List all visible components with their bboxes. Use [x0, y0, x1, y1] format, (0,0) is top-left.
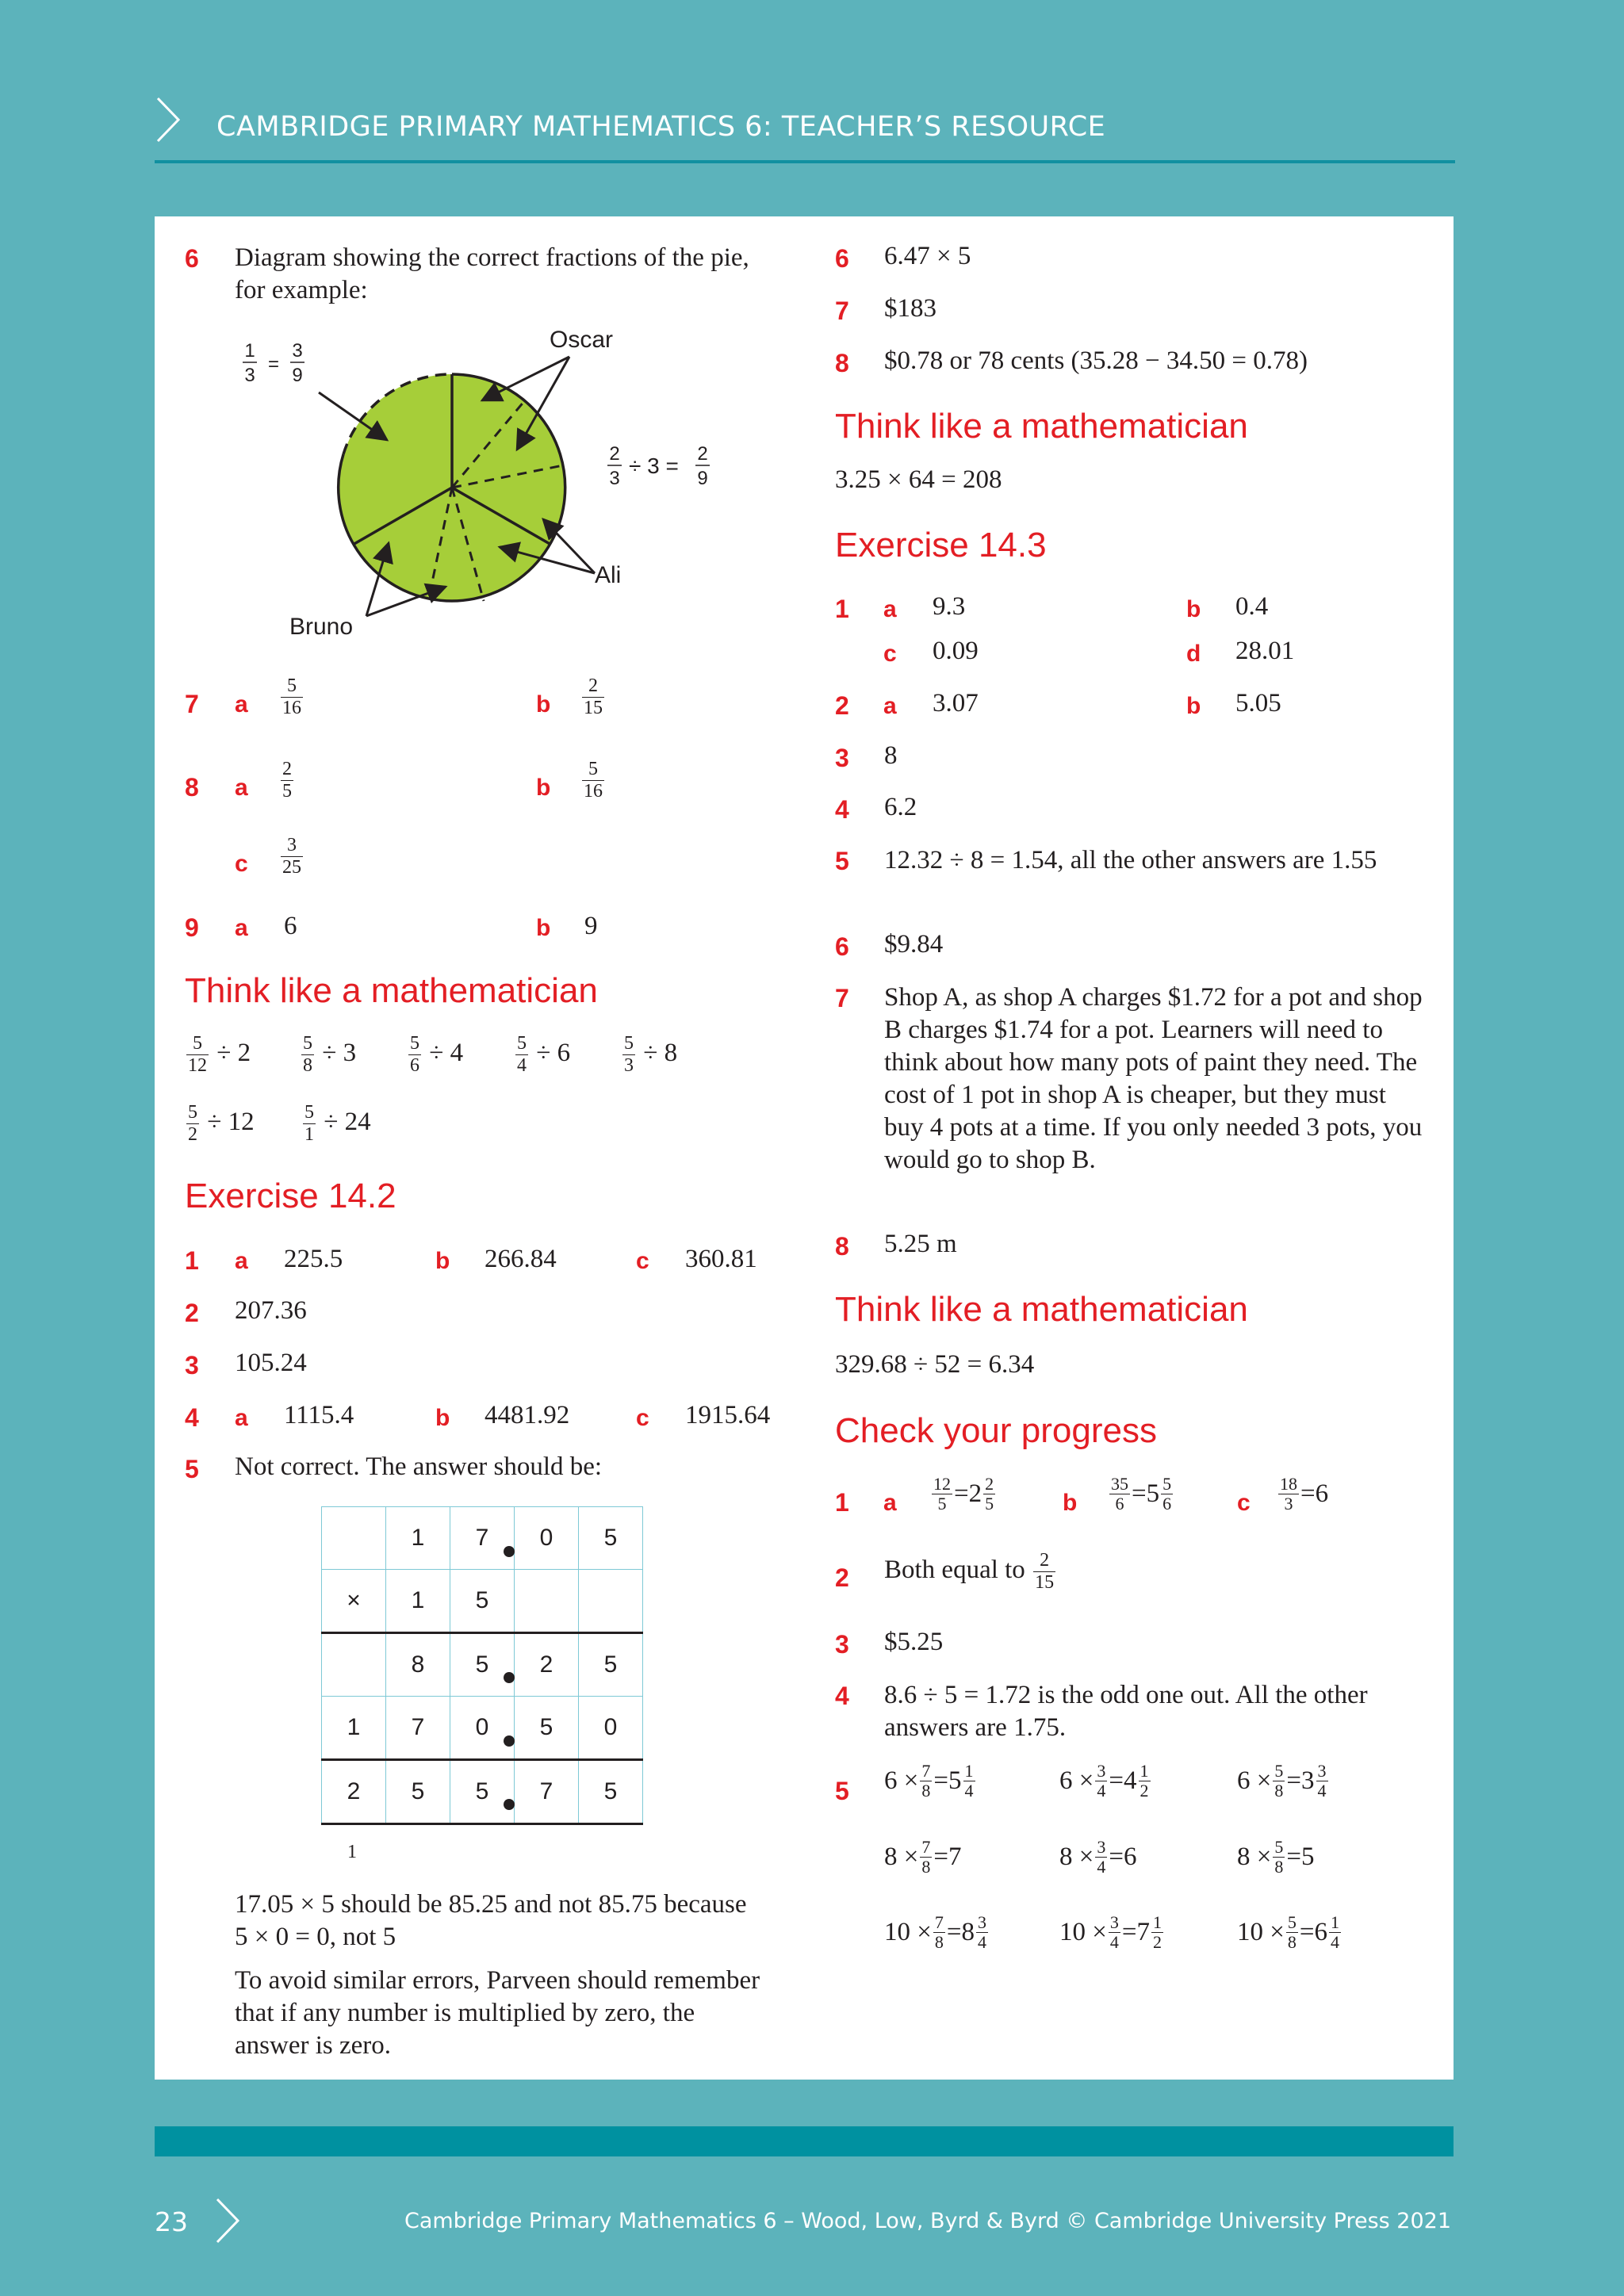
answer-value: 9 [584, 912, 598, 940]
svg-text:÷ 3 =: ÷ 3 = [629, 453, 679, 478]
question-number: 8 [835, 1232, 849, 1261]
part-label: b [1186, 693, 1201, 719]
svg-text:9: 9 [292, 365, 303, 386]
question-number: 6 [835, 932, 849, 961]
answer-value: 5.05 [1235, 689, 1281, 718]
multiplication-result: 6 × $\frac{3}{4}$ = 4 1 2 [1059, 1761, 1149, 1800]
equation-two-thirds [607, 443, 710, 489]
multiplication-result: 6 × $\frac{5}{8}$ = 3 3 4 [1237, 1761, 1327, 1800]
multiplication-result: 10 × $\frac{7}{8}$ = 8 3 4 [884, 1912, 986, 1952]
question-number: 2 [185, 1299, 199, 1327]
question-number: 5 [185, 1455, 199, 1483]
division-expression: $\frac{5}{12}$ ÷ 2 [188, 1033, 251, 1076]
answer-mixed-number: $\frac{12}{5}$ = 2 2 5 [933, 1474, 994, 1513]
answer-value: 3.07 [933, 689, 979, 718]
question-number: 8 [835, 349, 849, 377]
question-number: 6 [835, 244, 849, 273]
page-header [155, 95, 1455, 163]
answer-value: 8.6 ÷ 5 = 1.72 is the odd one out. All the other answers are 1.75. [884, 1681, 1368, 1742]
part-label: a [883, 693, 897, 719]
part-label: a [235, 691, 248, 718]
division-expression: $\frac{5}{4}$ ÷ 6 [517, 1033, 571, 1076]
question-number: 3 [185, 1351, 199, 1380]
part-label: b [536, 691, 551, 718]
multiplication-result: 6 × $\frac{7}{8}$ = 5 1 4 [884, 1761, 974, 1800]
part-label: c [636, 1248, 649, 1274]
question-number: 5 [835, 1777, 849, 1805]
footer-credit: Cambridge Primary Mathematics 6 – Wood, Low, Byrd & Byrd © Cambridge University Press 2021 [404, 2209, 1451, 2233]
part-label: b [435, 1248, 450, 1274]
pie-label-bruno: Bruno [289, 614, 354, 640]
answer-fraction: $\frac{3}{25}$ [282, 835, 301, 878]
question-number: 4 [835, 795, 849, 824]
svg-text:=: = [267, 354, 280, 375]
part-label: c [883, 641, 897, 667]
answer-value: 3.25 × 64 = 208 [835, 465, 1002, 494]
question-number: 4 [185, 1403, 199, 1432]
question-number: 1 [835, 595, 849, 623]
section-heading: Exercise 14.2 [185, 1177, 396, 1215]
part-label: a [235, 1405, 248, 1431]
division-expression: $\frac{5}{1}$ ÷ 24 [304, 1102, 371, 1145]
answer-value: 1915.64 [685, 1401, 771, 1429]
svg-text:3: 3 [292, 340, 303, 362]
part-label: b [536, 915, 551, 941]
answer-value: 28.01 [1235, 637, 1295, 665]
part-label: c [235, 851, 248, 877]
section-heading: Think like a mathematician [185, 971, 598, 1010]
answer-value: $9.84 [884, 930, 944, 959]
part-label: c [636, 1405, 649, 1431]
chevron-right-icon [214, 2196, 246, 2245]
decimal-dot [504, 1735, 515, 1747]
question-number: 6 [185, 244, 199, 273]
question-number: 5 [835, 847, 849, 875]
answer-value: 329.68 ÷ 52 = 6.34 [835, 1350, 1035, 1379]
decimal-dot [504, 1672, 515, 1683]
section-heading: Exercise 14.3 [835, 526, 1047, 564]
answer-value: 8 [884, 741, 898, 770]
part-label: d [1186, 641, 1201, 667]
answer-value: 1115.4 [284, 1401, 354, 1429]
section-heading: Think like a mathematician [835, 407, 1248, 446]
question-number: 9 [185, 913, 199, 942]
part-label: a [235, 1248, 248, 1274]
carry-digit: 1 [347, 1842, 357, 1862]
svg-text:9: 9 [697, 468, 708, 489]
answer-value: $5.25 [884, 1628, 944, 1656]
question-number: 7 [185, 690, 199, 718]
pie-diagram [230, 321, 753, 654]
question-text: Not correct. The answer should be: [235, 1452, 603, 1481]
answer-value: 0.09 [933, 637, 979, 665]
question-number: 4 [835, 1682, 849, 1710]
part-label: c [1237, 1490, 1251, 1516]
decimal-dot [504, 1546, 515, 1557]
answer-value: $183 [884, 294, 936, 323]
equation-one-third [243, 340, 304, 386]
part-label: a [235, 915, 248, 941]
chevron-right-icon [155, 95, 186, 144]
footer-band [155, 2126, 1454, 2156]
part-label: a [883, 1490, 897, 1516]
division-expression: $\frac{5}{2}$ ÷ 12 [188, 1102, 255, 1145]
question-number: 2 [835, 691, 849, 720]
header-title: CAMBRIDGE PRIMARY MATHEMATICS 6: TEACHER’S RESOURCE [216, 111, 1106, 143]
question-number: 7 [835, 984, 849, 1012]
division-expression: $\frac{5}{6}$ ÷ 4 [410, 1033, 464, 1076]
answer-value: 6.47 × 5 [884, 242, 971, 270]
answer-value: 360.81 [685, 1245, 757, 1273]
multiplication-result: 8 × $\frac{5}{8}$ = 5 [1237, 1837, 1315, 1877]
answer-value: 225.5 [284, 1245, 343, 1273]
answer-value: Both equal to $\frac{2}{15}$ [884, 1550, 1055, 1593]
answer-value: 0.4 [1235, 592, 1269, 621]
answer-value: 9.3 [933, 592, 966, 621]
answer-value: 12.32 ÷ 8 = 1.54, all the other answers are 1.55 [884, 846, 1377, 874]
section-heading: Check your progress [835, 1411, 1157, 1450]
svg-text:3: 3 [244, 365, 255, 386]
answer-fraction: $\frac{18}{3}$ = 6 [1280, 1474, 1329, 1513]
answer-value: Shop A, as shop A charges $1.72 for a pot and shop B charges $1.74 for a pot. Learners will need to think about how many pots of paint they need. The cost of 1 pot in shop A is cheaper, but they must buy 4 pots at a time. If you only needed 3 pots, you would go to shop B. [884, 983, 1423, 1174]
answer-value: 207.36 [235, 1296, 307, 1325]
answer-fraction: $\frac{2}{5}$ [282, 759, 292, 802]
division-expression: $\frac{5}{8}$ ÷ 3 [303, 1033, 357, 1076]
answer-value: 6 [284, 912, 297, 940]
svg-text:3: 3 [609, 468, 620, 489]
svg-text:1: 1 [244, 340, 255, 362]
decimal-points [500, 1542, 523, 1827]
multiplication-result: 10 × $\frac{5}{8}$ = 6 1 4 [1237, 1912, 1339, 1952]
question-number: 3 [835, 744, 849, 772]
pie-label-oscar: Oscar [550, 327, 614, 353]
part-label: b [1063, 1490, 1078, 1516]
answer-fraction: $\frac{5}{16}$ [584, 759, 603, 802]
question-number: 3 [835, 1630, 849, 1659]
question-number: 7 [835, 297, 849, 325]
question-number: 1 [835, 1488, 849, 1517]
multiplication-result: 8 × $\frac{3}{4}$ = 6 [1059, 1837, 1137, 1877]
answer-fraction: $\frac{5}{16}$ [282, 675, 301, 718]
answer-value: 5.25 m [884, 1230, 957, 1258]
section-heading: Think like a mathematician [835, 1290, 1248, 1329]
part-label: a [235, 775, 248, 801]
part-label: b [1186, 596, 1201, 622]
answer-note: To avoid similar errors, Parveen should remember that if any number is multiplied by zero, the answer is zero. [235, 1966, 760, 2060]
answer-fraction: $\frac{2}{15}$ [584, 675, 603, 718]
answer-value: 266.84 [485, 1245, 557, 1273]
multiplication-result: 8 × $\frac{7}{8}$ = 7 [884, 1837, 962, 1877]
part-label: b [536, 775, 551, 801]
question-number: 8 [185, 773, 199, 802]
answer-value: 4481.92 [485, 1401, 570, 1429]
decimal-dot [504, 1799, 515, 1810]
part-label: a [883, 596, 897, 622]
multiplication-grid: 1 7 0 5 × 1 5 8 5 2 5 1 7 0 5 0 2 5 5 7 5 [321, 1506, 643, 1825]
answer-value: 6.2 [884, 793, 917, 821]
svg-text:2: 2 [697, 443, 708, 465]
question-number: 1 [185, 1246, 199, 1275]
part-label: b [435, 1405, 450, 1431]
answer-value: 105.24 [235, 1349, 307, 1377]
answer-note: 17.05 × 5 should be 85.25 and not 85.75 because 5 × 0 = 0, not 5 [235, 1890, 747, 1951]
question-number: 2 [835, 1563, 849, 1592]
page-number: 23 [155, 2206, 188, 2237]
svg-text:2: 2 [609, 443, 620, 465]
division-expression: $\frac{5}{3}$ ÷ 8 [624, 1033, 678, 1076]
answer-mixed-number: $\frac{35}{6}$ = 5 5 6 [1111, 1474, 1172, 1513]
question-text: Diagram showing the correct fractions of the pie, for example: [235, 243, 749, 304]
multiplication-result: 10 × $\frac{3}{4}$ = 7 1 2 [1059, 1912, 1162, 1952]
pie-label-ali: Ali [595, 562, 622, 588]
answer-value: $0.78 or 78 cents (35.28 − 34.50 = 0.78) [884, 346, 1308, 375]
